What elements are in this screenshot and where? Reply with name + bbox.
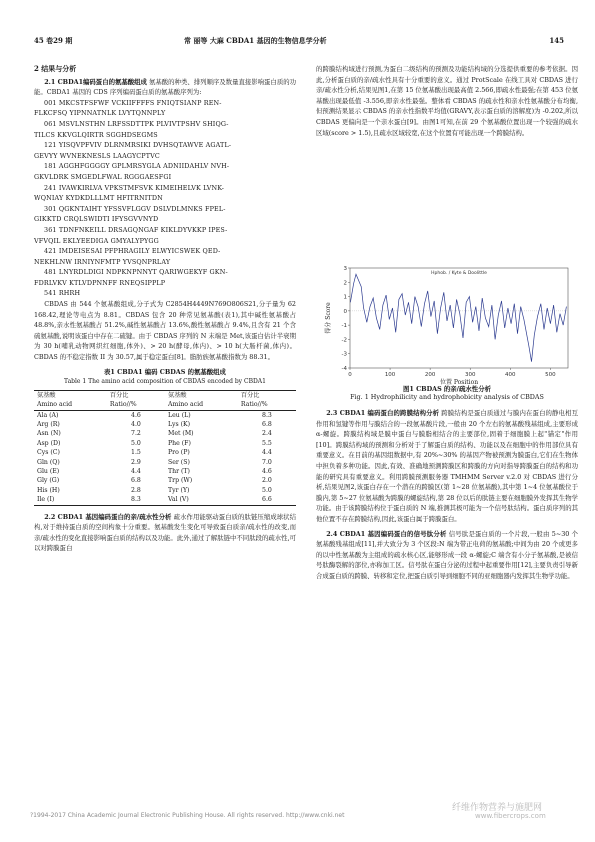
sequence-line-continued: GIKKTD CRQLSWIDTI IFYSGVVNYD: [34, 215, 159, 224]
sub2-paragraph: [34, 512, 296, 554]
copyright-footer: ?1994-2017 China Academic Journal Electronic Publishing House. All rights reserved. http://www.cnki.net: [30, 812, 345, 819]
sequence-number: 301: [44, 204, 57, 213]
table-cell: 6.6: [238, 495, 296, 505]
sub2-title: 2.2 CBDA1 基因编码蛋白的亲/疏水性分析: [44, 512, 172, 521]
sequence-residues: TDNFNKEILL DRSAGQNGAF KIKLDYVKKP IPES-: [58, 225, 228, 234]
table-cell: 8.3: [107, 495, 165, 505]
right-column-bottom: [316, 408, 578, 582]
table-cell: Gly (G): [37, 477, 60, 485]
sequence-number: 421: [44, 247, 57, 256]
sequence-residues: MKCSTFSFWF VCKIIFFFFS FNIQTSIANP: [58, 98, 202, 107]
table-subheader: Amino acid: [34, 400, 107, 410]
table-row: [34, 420, 296, 429]
y-tick-label: -4: [341, 366, 347, 372]
sequence-line-continued: GEVYY WVNEKNESLS LAAGYCPTVC: [34, 151, 160, 160]
hydro-paragraph: 的跨膜结构域进行预测,为蛋白二级结构的预测及功能结构域的分选提供重要的参考依据。因此,分析蛋白质的亲/疏水性具有十分重要的意义。通过 ProtScale 在线工具对 CBDAS 进行亲/疏水性分析,结果见图1,在第 15 位氨基酸出现最高值 2.566,即疏水性最强;在第 453 位氨基酸出现最低值 -3.556,即亲水性最强。整体看 CBDAS 的疏水性和亲水性氨基酸分布均衡,但预测结果显示 CBDAS 的亲水性指数平均值(GRAVY,表示蛋白质的溶解度)为 -0.202,所以 CBDAS 更偏向是一个亲水蛋白[9]。由图1可知,在前 29 个氨基酸位置出现一个较强的疏水区域(score > 1.5),且疏水区域较宽,在这个位置有可能出现一个跨膜结构。: [316, 65, 578, 137]
y-tick-label: -2: [341, 337, 347, 344]
sequence-number: 001: [44, 98, 57, 107]
sequence-line-continued: VFVQIL EKLYEEDIGA GMYALYPYGG: [34, 236, 159, 245]
table-row: [34, 448, 296, 457]
table-cell: 2.9: [131, 458, 141, 466]
table-caption-en: Table 1 The amino acid composition of CBDAS encoded by CBDA1: [64, 378, 266, 386]
table-header: 百分比: [107, 390, 165, 400]
sequence-line: [34, 119, 296, 130]
table-cell: 4.4: [262, 449, 272, 457]
fig-caption-en: Fig. 1 Hydrophilicity and hydrophobicity analysis of CBDAS: [350, 393, 544, 401]
table-cell: Asp (D): [37, 439, 61, 447]
table-cell: 2.4: [262, 430, 272, 438]
sequence-number: 121: [44, 141, 57, 150]
sequence-line-continued: FLKCFSQ YIPNNATNLK LVYTQNNPLY: [34, 109, 166, 118]
sequence-line: [34, 140, 296, 151]
x-axis-label: 位置 Position: [439, 379, 479, 386]
sequence-residues: YISQVPFVIV DLRNMRSIKI DVHSQTAWVE AGATL-: [58, 141, 232, 150]
table-cell: 7.2: [131, 430, 141, 438]
x-tick-label: 400: [505, 372, 516, 378]
y-tick-label: -3: [341, 351, 347, 358]
table-cell: Trp (W): [167, 477, 193, 485]
table-cell: 5.0: [262, 486, 272, 494]
table-cell: 7.0: [262, 458, 272, 466]
sequence-line: [34, 98, 296, 109]
sequence-line: [34, 288, 296, 299]
table-cell: Gln (Q): [37, 458, 60, 466]
table-cell: 2.8: [131, 486, 141, 494]
watermark-text: 纤维作物营养与施肥网: [452, 803, 543, 813]
x-tick-label: 200: [424, 372, 436, 378]
sequence-residues-tail: REN-: [203, 98, 222, 107]
table-cell: Arg (R): [37, 421, 60, 429]
running-title: 常 丽等 大麻 CBDA1 基因的生物信息学分析: [184, 36, 327, 45]
sequence-residues: IMDEISESAI PFPHRAGILY ELWYICSWEK QED-: [58, 247, 221, 256]
table-cell: 4.0: [131, 421, 141, 429]
section-heading: 2 结果与分析: [34, 64, 77, 73]
sequence-residues: QGKNTAIHT YFSSVFLGGV DSLVDLMNKS FPEL-: [58, 204, 226, 213]
plot-frame: [350, 268, 568, 368]
table-cell: 6.8: [262, 421, 272, 429]
sequence-residues: RHRH: [58, 289, 81, 298]
table-row: [34, 486, 296, 495]
table-cell: Glu (E): [37, 468, 60, 476]
y-tick-label: 1: [343, 294, 347, 301]
table-cell: 2.0: [262, 477, 272, 485]
y-tick-label: 3: [343, 266, 347, 272]
y-tick-label: -1: [341, 323, 347, 330]
table-cell: His (H): [37, 486, 60, 494]
table-cell: 8.3: [262, 411, 272, 419]
sequence-line-continued: WQNIAY KYDKDLLLMT HFITRNITDN: [34, 194, 163, 203]
sequence-number: 541: [44, 289, 57, 298]
x-tick-label: 100: [384, 372, 396, 378]
sub3-paragraph: [316, 408, 578, 525]
table-cell: 4.4: [131, 468, 141, 476]
table-row: [34, 429, 296, 438]
table-cell: 4.6: [131, 411, 141, 419]
table-cell: Leu (L): [167, 411, 191, 419]
table-header: 氨基酸: [165, 390, 238, 400]
table-cell: Ser (S): [167, 458, 190, 466]
sequence-residues: IVAWKIRLVA VPKSTMFSVK KIMEIHELVK LVNK-: [58, 183, 225, 192]
sequence-number: 181: [44, 162, 57, 171]
sequence-residues: AGGHFGGGGY GPLMRSYGLA ADNIIDAHLV NVH-: [58, 162, 230, 171]
table-header: 氨基酸: [34, 390, 107, 400]
sub1-title: 2.1 CBDA1编码蛋白的氨基酸组成: [44, 77, 147, 86]
table-subheader: Ratio//%: [107, 400, 165, 410]
sub4-paragraph: [316, 529, 578, 582]
sub1-paragraph: [34, 77, 296, 98]
table-cell: Ile (I): [34, 495, 107, 505]
sequence-line: [34, 161, 296, 172]
table-cell: Phe (F): [167, 439, 191, 447]
table-cell: Thr (T): [167, 468, 190, 476]
chart-legend-text: Hphob. / Kyte & Doolittle: [431, 271, 487, 276]
table-cell: 5.0: [131, 439, 141, 447]
sequence-residues: LNYRDLDIGI NDPKNPNNYT QARIWGEKYF GKN-: [58, 268, 228, 277]
table-cell: Lys (K): [167, 421, 191, 429]
sequence-number: 481: [44, 268, 57, 277]
table-row: [34, 467, 296, 476]
table-header: 百分比: [238, 390, 296, 400]
table-cell: Asn (N): [37, 430, 61, 438]
composition-paragraph: CBDAS 由 544 个氨基酸组成,分子式为 C2854H4449N769O806S21,分子量为 62 168.42,理论等电点为 8.81。CBDAS 包含 20 种常见氨基酸(表1),其中碱性氨基酸占 48.8%,亲水性氨基酸占 51.2%,碱性氨基酸占 13.6%,酸性氨基酸占 9.4%,且含有 21 个含硫氨基酸,说明该蛋白中存在二硫键。由于 CBDAS 序列的 N 末端是 Met,该蛋白估计半衰期为 30 h(哺乳动物网织红细胞,体外)、> 20 h(酵母,体内)、> 10 h(大肠杆菌,体内)。CBDAS 的不稳定指数 II 为 30.57,属于稳定蛋白[8]。脂肪族氨基酸指数为 88.31。: [34, 300, 296, 362]
table-row: [34, 495, 296, 505]
amino-acid-table: [34, 390, 296, 506]
page-number: 145: [549, 36, 564, 45]
y-axis-label: 得分 Score: [325, 302, 332, 334]
fig-caption-cn: 图1 CBDAS 的亲/疏水性分析: [403, 385, 491, 393]
left-column: [34, 64, 296, 554]
sub4-title: 2.4 CBDA1 基因编码蛋白的信号肽分析: [326, 529, 447, 538]
figure-caption: [316, 384, 578, 401]
sequence-line-continued: TILCS KKVGLQIRTR SGGHDSEGMS: [34, 130, 158, 139]
hydrophobicity-chart: [322, 264, 574, 386]
sub2-text: 疏水作用能驱动蛋白质的肽链压缩成球状结构,对于维持蛋白质的空间构象十分重要。氨基酸发生变化可导致蛋白质亲/疏水性的改变,而亲/疏水性的变化直接影响蛋白质的结构以及功能。此外,通过了解肽链中不同肽段的疏水性,可以对跨膜蛋白: [34, 512, 296, 553]
sequence-line: [34, 204, 296, 215]
sub1-text: 氨基酸的种类、排列顺序及数量直接影响蛋白质的功能。CBDA1 基因的 CDS 序列编码蛋白质的氨基酸序列为:: [34, 77, 296, 97]
sequence-line-continued: NEKHLNW IRNIYNFMTP YVSQNPRLAY: [34, 257, 171, 266]
y-tick-label: 2: [343, 280, 347, 287]
sequence-residues: MSVLNSTHN LRFSSDTTPK PLVIVTPSHV SHIQG-: [58, 119, 229, 128]
table-cell: Pro (P): [167, 449, 190, 457]
table-subheader: Ratio//%: [238, 400, 296, 410]
table-cell: 4.6: [262, 468, 272, 476]
x-tick-label: 500: [545, 372, 556, 378]
table-cell: Ala (A): [37, 411, 59, 419]
sequence-line-continued: FDRLVKV KTLVDPNNFF RNEQSIPPLP: [34, 278, 166, 287]
sequence-block: [34, 98, 296, 299]
watermark-url: www.fibercrops.com: [475, 812, 546, 820]
sequence-line: [34, 246, 296, 257]
right-column-top: [316, 64, 578, 138]
table-cell: Val (V): [165, 495, 238, 505]
table-cell: 5.5: [262, 439, 272, 447]
sequence-line-continued: GKVLDRK SMGEDLFWAL RGGGAESFGI: [34, 172, 172, 181]
table-row: [34, 476, 296, 485]
x-tick-label: 300: [464, 372, 476, 378]
sequence-line: [34, 183, 296, 194]
x-tick-label: 0: [348, 372, 352, 378]
sequence-number: 241: [44, 183, 57, 192]
table-row: [34, 439, 296, 448]
y-tick-label: 0: [343, 308, 347, 315]
table-cell: Met (M): [167, 430, 194, 438]
sub4-text: 信号肽是蛋白质的一个片段,一般由 5~30 个氨基酸残基组成[11],并大致分为 3 个区段:N 端为带正电荷的氨基酸;中间为由 20 个或更多的以中性氨基酸为主组成的疏水核心区,能够形成一段 α-螺旋;C 端含有小分子氨基酸,是被信号肽酶裂解的部位,亦称加工区。信号肽在蛋白分泌的过程中起重要作用[12],主要负责引导新合成蛋白质的跨膜、转移和定位,把蛋白质引导到细胞不同的亚细胞器内发挥其生物学功能。: [316, 529, 578, 580]
table-cell: Cys (C): [37, 449, 60, 457]
table-cell: 6.8: [131, 477, 141, 485]
table-cell: Tyr (Y): [167, 486, 190, 494]
sub3-text: 跨膜结构是蛋白质通过与膜内在蛋白的静电相互作用和氢键等作用与膜结合的一段氨基酸片段,一般由 20 个左右的氨基酸残基组成,主要形成 α-螺旋。跨膜结构域是膜中蛋白与膜脂相结合的主要部位,固着于细胞膜上起"锚定"作用[10]。跨膜结构域的预测和分析对于了解蛋白质的结构、功能以及在细胞中的作用部位具有重要意义。在目前的基因组数据中,有 20%~30% 的基因产物被预测为膜蛋白,它们在生物体中担负着多种功能。因此,有效、准确地预测跨膜区和跨膜的方向对指导跨膜蛋白的结构和功能的研究具有重要意义。利用跨膜预测服务器 TMHMM Server v.2.0 对 CBDAS 进行分析,结果见图2,该蛋白存在一个潜在的跨膜区(第 1~28 位氨基酸),其中第 1~4 位氨基酸位于膜内,第 5~27 位氨基酸为跨膜的螺旋结构,第 28 位以后的肽链主要在细胞膜外发挥其生物学功能。由于该跨膜结构位于蛋白质的 N 端,推测其极可能为一个信号肽结构。蛋白质序列的其他位置不存在跨膜结构,因此,该蛋白属于跨膜蛋白。: [316, 409, 578, 523]
sequence-number: 361: [44, 225, 57, 234]
table-caption-cn: 表1 CBDA1 编码 CBDAS 的氨基酸组成: [104, 367, 226, 376]
table-cell: 1.5: [131, 449, 141, 457]
table-subheader: Amino acid: [165, 400, 238, 410]
table-row: [34, 458, 296, 467]
issue-label: 45 卷29 期: [34, 36, 73, 45]
sub3-title: 2.3 CBDA1 编码蛋白的跨膜结构分析: [326, 409, 440, 417]
sequence-line: [34, 225, 296, 236]
sequence-line: [34, 267, 296, 278]
table-row: [34, 410, 296, 420]
sequence-number: 061: [44, 119, 57, 128]
